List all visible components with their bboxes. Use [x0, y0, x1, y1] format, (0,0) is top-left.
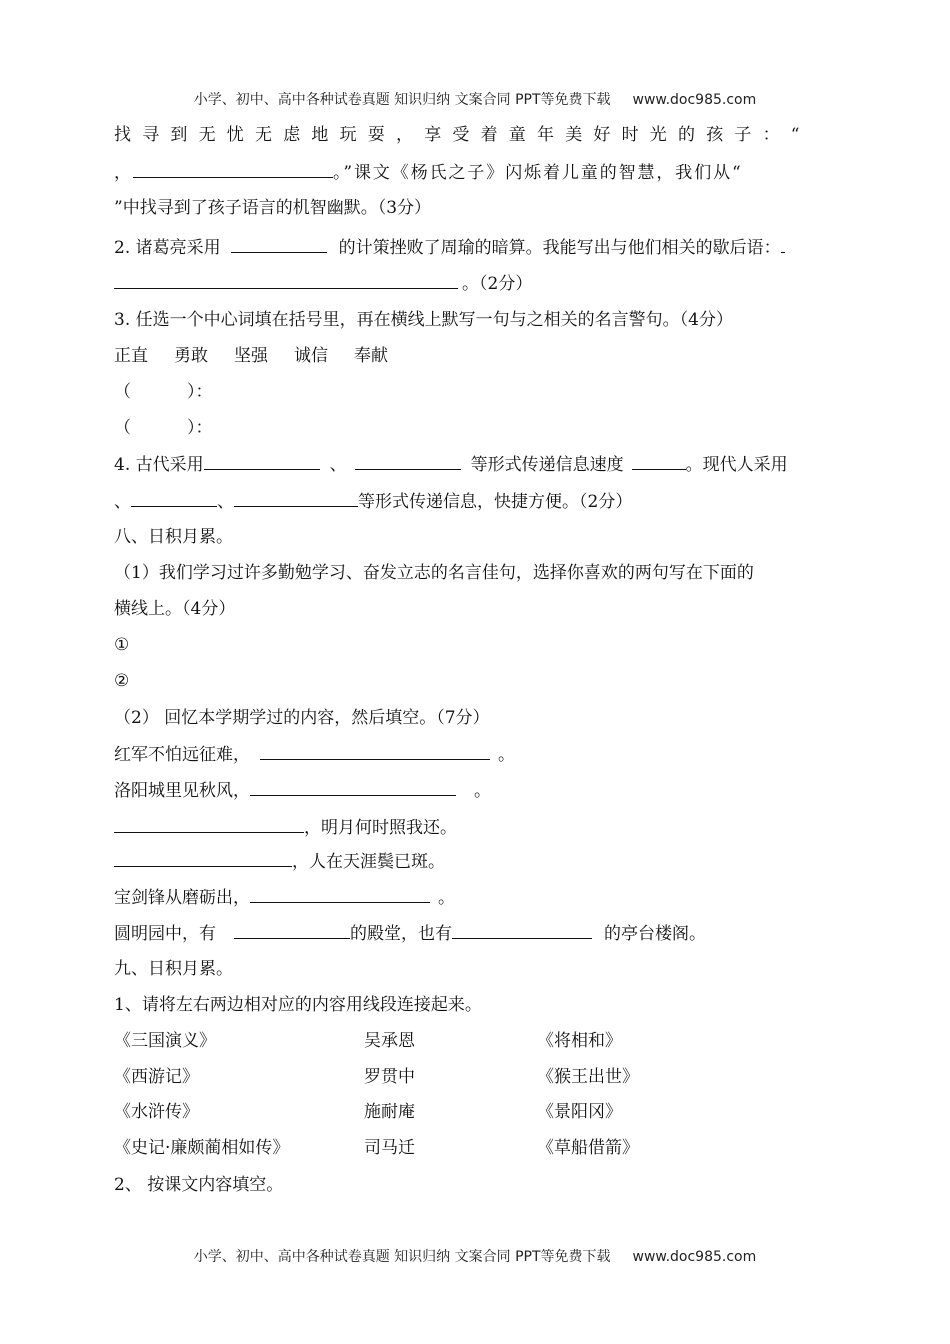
q4-blank-2[interactable] [355, 451, 461, 470]
s9-q2: 2、 按课文内容填空。 [114, 1175, 284, 1195]
poem-line-2 [114, 777, 491, 804]
q4-line2 [114, 488, 632, 515]
s8-p1-line1: （1）我们学习过许多勤勉学习、奋发立志的名言佳句，选择你喜欢的两句写在下面的 [114, 563, 754, 583]
match-left-1[interactable]: 《三国演义》 [114, 1031, 216, 1051]
paren-open: （ [114, 382, 131, 402]
match-left-3[interactable]: 《水浒传》 [114, 1102, 199, 1122]
poem-text: 宝剑锋从磨砺出， [114, 888, 250, 908]
page-footer [0, 1246, 950, 1266]
poem-line-1 [114, 741, 515, 768]
q3-words [114, 343, 388, 369]
q3-title: 3. 任选一个中心词填在括号里，再在横线上默写一句与之相关的名言警句。（4分） [114, 310, 733, 330]
match-right-1[interactable]: 《将相和》 [537, 1031, 622, 1051]
poem-blank-5[interactable] [250, 884, 430, 903]
poem-blank-2[interactable] [250, 777, 456, 796]
poem-text: 红军不怕远征难， [114, 745, 250, 765]
poem-text: ，明月何时照我还。 [304, 818, 457, 838]
footer-text: 小学、初中、高中各种试卷真题 知识归纳 文案合同 PPT等免费下载 [193, 1249, 611, 1265]
paren-open: （ [114, 418, 131, 438]
header-text: 小学、初中、高中各种试卷真题 知识归纳 文案合同 PPT等免费下载 [193, 92, 611, 108]
s9-q1: 1、请将左右两边相对应的内容用线段连接起来。 [114, 995, 482, 1015]
yuanmingyuan-line [114, 920, 706, 947]
q3-word: 奉献 [354, 346, 388, 366]
q4-text-2: 。现代人采用 [685, 455, 788, 475]
header-site: www.doc985.com [632, 92, 757, 108]
section-9-title: 九、日积月累。 [114, 959, 233, 979]
match-left-2[interactable]: 《西游记》 [114, 1067, 199, 1087]
q4-sep: 、 [217, 492, 234, 512]
q4-label: 4. 古代采用 [114, 455, 204, 475]
q2-label: 2. 诸葛亮采用 [114, 238, 221, 258]
match-middle-3[interactable]: 施耐庵 [364, 1102, 415, 1122]
q4-blank-3[interactable] [632, 451, 686, 470]
match-right-2[interactable]: 《猴王出世》 [537, 1067, 639, 1087]
q1-line3: ”中找寻到了孩子语言的机智幽默。（3分） [114, 198, 432, 218]
q2-tail [781, 234, 785, 253]
match-middle-4[interactable]: 司马迁 [364, 1138, 415, 1158]
q4-blank-1[interactable] [204, 451, 320, 470]
q3-paren-1[interactable] [114, 379, 213, 405]
q4-blank-5[interactable] [234, 488, 358, 507]
poem-end: 。 [438, 888, 455, 908]
q2-line1 [114, 234, 785, 261]
fill-text: 圆明园中，有 [114, 924, 216, 944]
footer-site: www.doc985.com [632, 1249, 757, 1265]
q3-word: 诚信 [294, 346, 328, 366]
q2-blank-1[interactable] [231, 234, 327, 253]
paren-close: ）： [187, 418, 213, 438]
q2-score: 。（2分） [462, 274, 533, 294]
match-right-4[interactable]: 《草船借箭》 [537, 1138, 639, 1158]
page-header [0, 89, 950, 109]
section-8-title: 八、日积月累。 [114, 527, 233, 547]
poem-blank-1[interactable] [260, 741, 490, 760]
q3-paren-2[interactable] [114, 415, 213, 441]
poem-end: 。 [498, 745, 515, 765]
fill-blank-1[interactable] [234, 920, 350, 939]
match-left-4[interactable]: 《史记·廉颇蔺相如传》 [114, 1138, 290, 1158]
paren-close: ）： [187, 382, 213, 402]
s8-p1-line2: 横线上。（4分） [114, 599, 236, 619]
fill-text: 的亭台楼阁。 [604, 924, 706, 944]
poem-line-3 [114, 814, 457, 841]
poem-line-5 [114, 884, 455, 911]
q1-line2 [114, 159, 743, 186]
s8-answer-1[interactable]: ① [114, 635, 130, 655]
q2-line2 [114, 270, 532, 297]
q2-text: 的计策挫败了周瑜的暗算。我能写出与他们相关的歇后语： [338, 238, 781, 258]
q4-blank-4[interactable] [131, 488, 217, 507]
q3-word: 正直 [114, 346, 148, 366]
fill-blank-2[interactable] [452, 920, 592, 939]
s8-answer-2[interactable]: ② [114, 671, 130, 691]
match-middle-1[interactable]: 吴承恩 [364, 1031, 415, 1051]
match-middle-2[interactable]: 罗贯中 [364, 1067, 415, 1087]
q1-line1: 找寻到无忧无虑地玩耍，享受着童年美好时光的孩子：“ [114, 125, 811, 145]
poem-end: 。 [474, 781, 491, 801]
q1-text: 。”课文《杨氏之子》闪烁着儿童的智慧，我们从“ [333, 163, 743, 183]
poem-blank-3[interactable] [114, 814, 304, 833]
q1-comma: ， [114, 163, 131, 183]
q4-sep: 、 [329, 455, 347, 475]
q4-text-3: 等形式传递信息，快捷方便。（2分） [358, 492, 633, 512]
match-right-3[interactable]: 《景阳冈》 [537, 1102, 622, 1122]
q4-text: 等形式传递信息速度 [470, 455, 624, 475]
q4-sep: 、 [114, 492, 131, 512]
q3-word: 坚强 [234, 346, 268, 366]
q1-blank[interactable] [133, 159, 333, 178]
fill-text: 的殿堂，也有 [350, 924, 452, 944]
q4-line1 [114, 451, 788, 478]
poem-text: ，人在天涯鬓已斑。 [292, 852, 445, 872]
poem-text: 洛阳城里见秋风， [114, 781, 250, 801]
q3-word: 勇敢 [174, 346, 208, 366]
poem-line-4 [114, 848, 445, 875]
s8-p2: （2） 回忆本学期学过的内容，然后填空。（7分） [114, 708, 490, 728]
q2-blank-2[interactable] [114, 270, 458, 289]
poem-blank-4[interactable] [114, 848, 292, 867]
